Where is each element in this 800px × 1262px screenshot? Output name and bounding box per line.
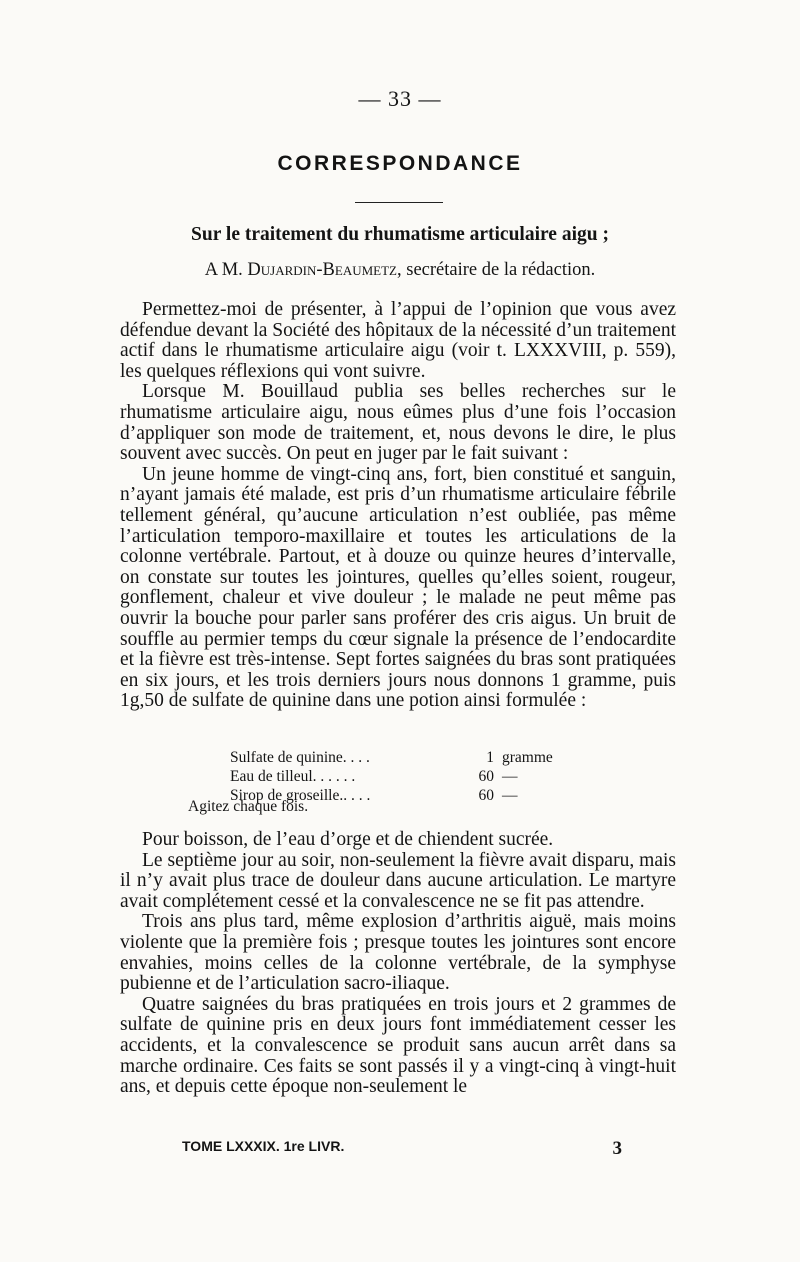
ingredient-unit: — [502, 787, 518, 804]
title-rule [355, 202, 443, 203]
paragraph: Le septième jour au soir, non-seulement la fièvre avait disparu, mais il n’y avait plus trace de douleur dans aucune articulation. Le martyre avait complétement cessé et la convalescence ne se fit pas attendre. [120, 849, 676, 912]
ingredient-unit: gramme [502, 749, 553, 766]
paragraph: Un jeune homme de vingt-cinq ans, fort, bien constitué et sanguin, n’ayant jamais été malade, est pris d’un rhumatisme articulaire fébrile tellement général, qu’aucune articulation n’est oubliée, pas même l’articulation temporo-maxillaire et toutes les articulations de la colonne vertébrale. Partout, et à douze ou quinze heures d’intervalle, on constate sur toutes les jointures, quelles qu’elles soient, rougeur, gonflement, chaleur et vive douleur ; le malade ne peut même pas ouvrir la bouche pour parler sans proférer des cris aigus. Un bruit de souffle au permier temps du cœur signale la présence de l’endocardite et la fièvre est très-intense. Sept fortes saignées du bras sont pratiquées en six jours, et les trois derniers jours nous donnons 1 gramme, puis 1g,50 de sulfate de quinine dans une potion ainsi formulée : [120, 463, 676, 712]
ingredient-name: Sirop de groseille.. . . . [230, 787, 371, 804]
formula-instruction: Agitez chaque fois. [188, 798, 309, 815]
volume-label: TOME LXXXIX. 1re LIVR. [182, 1138, 345, 1154]
article-title: Sur le traitement du rhumatisme articulaire aigu ; [191, 224, 609, 245]
ingredient-quantity: 1 [486, 749, 494, 766]
formula-row [230, 748, 560, 767]
ingredient-quantity: 60 [478, 787, 494, 804]
formula-row [230, 767, 560, 786]
addressee-prefix: A M. [204, 260, 243, 280]
page-number: — 33 — [358, 86, 442, 111]
formula [230, 748, 560, 805]
ingredient-unit: — [502, 768, 518, 785]
addressee-name: Dujardin-Beaumetz, [247, 260, 402, 280]
paragraph: Quatre saignées du bras pratiquées en trois jours et 2 grammes de sulfate de quinine pris en deux jours font immédiatement cesser les accidents, et la convalescence se produit sans aucun arrêt dans sa marche ordinaire. Ces faits se sont passés il y a vingt-cinq à vingt-huit ans, et depuis cette époque non-seulement le [120, 993, 676, 1098]
ingredient-name: Eau de tilleul. . . . . . [230, 768, 356, 785]
ingredient-quantity: 60 [478, 768, 494, 785]
body-text-continued [120, 830, 676, 1098]
section-title: CORRESPONDANCE [277, 152, 523, 175]
page-footer [182, 1138, 622, 1160]
paragraph: Trois ans plus tard, même explosion d’arthritis aiguë, mais moins violente que la première fois ; presque toutes les jointures sont encore envahies, moins celles de la colonne vertébrale, de la symphyse pubienne et de l’articulation sacro-iliaque. [120, 911, 676, 995]
paragraph: Pour boisson, de l’eau d’orge et de chiendent sucrée. [142, 829, 554, 850]
paragraph: Lorsque M. Bouillaud publia ses belles recherches sur le rhumatisme articulaire aigu, nous eûmes plus d’une fois l’occasion d’appliquer son mode de traitement, et, nous devons le dire, le plus souvent avec succès. On peut en juger par le fait suivant : [120, 381, 676, 465]
paragraph: Permettez-moi de présenter, à l’appui de l’opinion que vous avez défendue devant la Société des hôpitaux de la nécessité d’un traitement actif dans le rhumatisme articulaire aigu (voir t. LXXXVIII, p. 559), les quelques réflexions qui vont suivre. [120, 299, 676, 382]
signature-mark: 3 [612, 1138, 622, 1159]
body-text [120, 300, 676, 712]
ingredient-name: Sulfate de quinine. . . . [230, 749, 370, 766]
addressee-line [0, 260, 800, 281]
addressee-role: secrétaire de la rédaction. [406, 260, 596, 280]
